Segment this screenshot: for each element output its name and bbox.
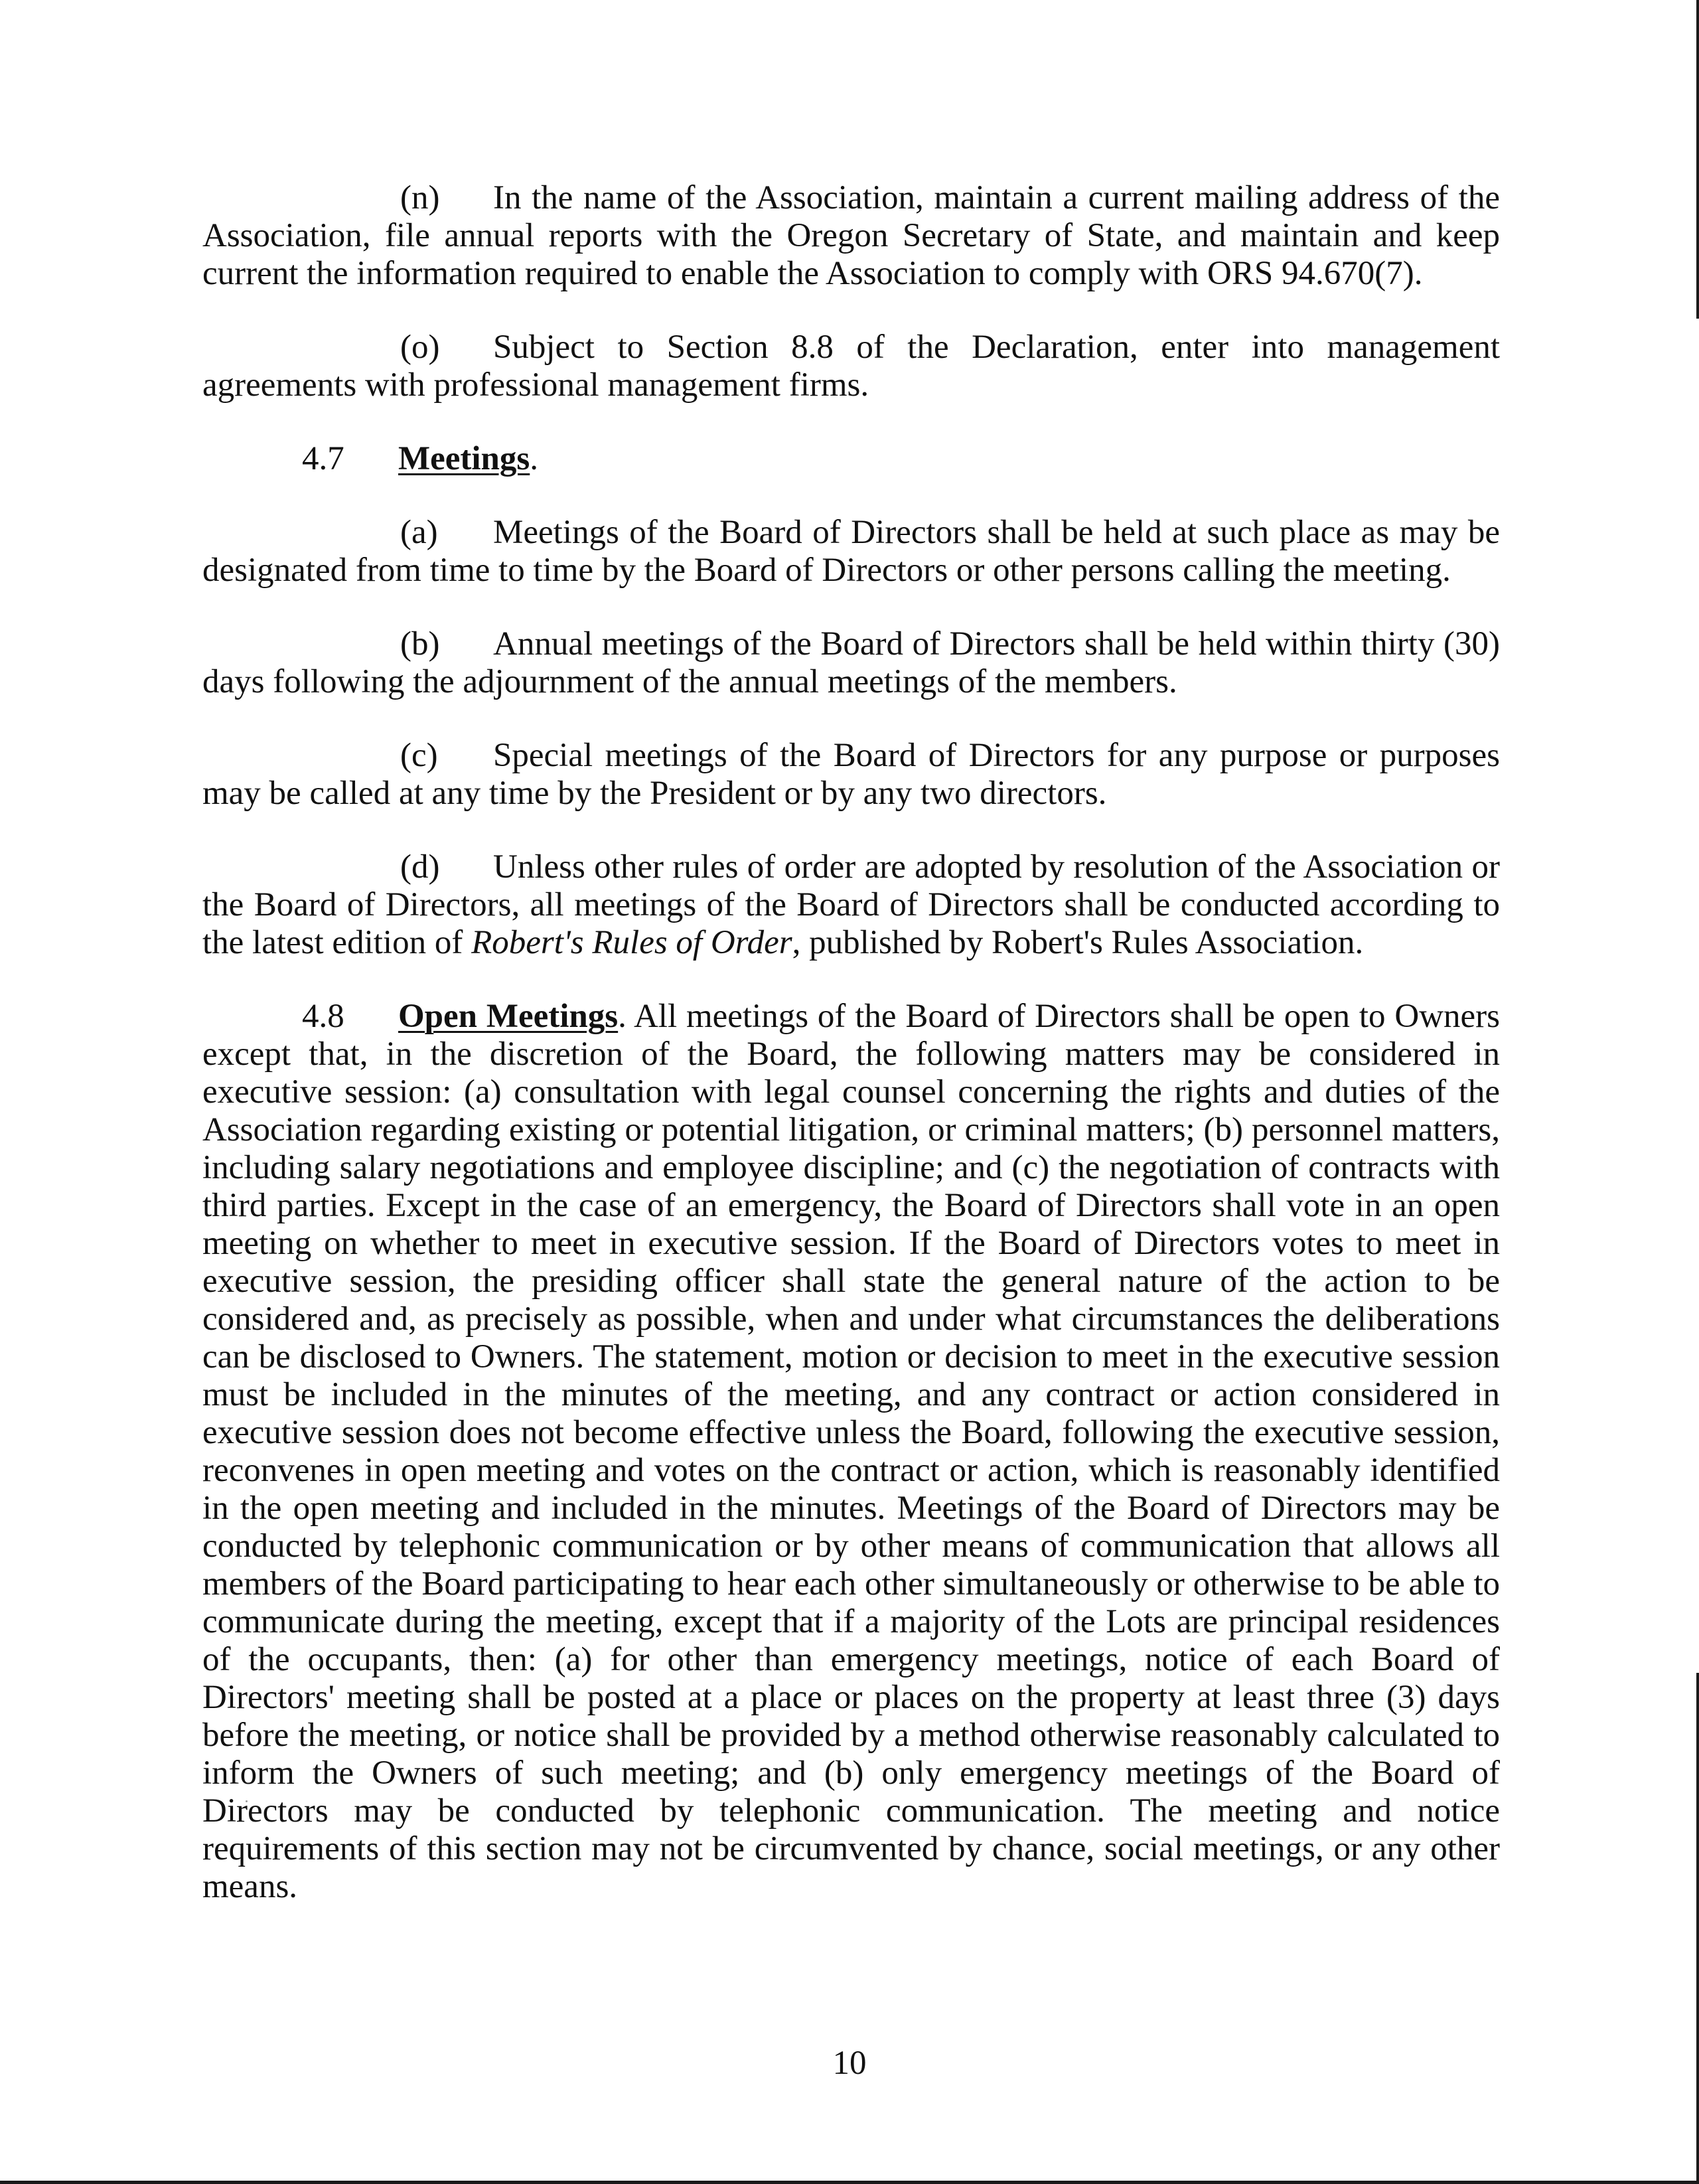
paragraph-label: (o) xyxy=(400,329,440,366)
paragraph-text: In the name of the Association, maintain a current mailing address of the Association, file annual reports with the Oregon Secretary of State, and maintain and keep current the information required to enable the Association to comply with ORS 94.670(7). xyxy=(202,179,1500,292)
paragraph-text: Meetings of the Board of Directors shall be held at such place as may be designated from time to time by the Board of Directors or other persons calling the meeting. xyxy=(202,514,1500,589)
scan-edge-right xyxy=(1696,0,1699,319)
paragraph-label: (a) xyxy=(400,514,438,551)
section-4-8 xyxy=(202,998,1500,1906)
paragraph-label: (c) xyxy=(400,737,438,774)
section-title: Meetings xyxy=(398,440,530,477)
section-number: 4.7 xyxy=(302,440,344,477)
paragraph-text: Subject to Section 8.8 of the Declaration, enter into management agreements with professional management firms. xyxy=(202,329,1500,404)
section-title-suffix: . xyxy=(618,998,627,1035)
section-4-7-heading xyxy=(202,440,1500,478)
document-body xyxy=(202,179,1500,1906)
page-number: 10 xyxy=(832,2045,867,2082)
section-title: Open Meetings xyxy=(398,998,619,1035)
paragraph-o xyxy=(202,329,1500,404)
paragraph-text-end: , published by Robert's Rules Association. xyxy=(792,924,1364,961)
paragraph-text: Annual meetings of the Board of Directors shall be held within thirty (30) days following the adjournment of the annual meetings of the members. xyxy=(202,625,1500,700)
book-title: Robert's Rules of Order xyxy=(471,924,792,961)
paragraph-text: Unless other rules of order are adopted by resolution of the Association or the Board of Directors, all meetings of the Board of Directors shall be conducted according to the latest edition of xyxy=(202,848,1500,961)
section-number: 4.8 xyxy=(302,998,344,1035)
paragraph-label: (b) xyxy=(400,625,440,663)
scan-edge-bottom xyxy=(0,2181,1699,2184)
paragraph-label: (n) xyxy=(400,179,440,216)
paragraph-a xyxy=(202,514,1500,589)
paragraph-b xyxy=(202,625,1500,701)
paragraph-d xyxy=(202,848,1500,962)
section-title-suffix: . xyxy=(530,440,539,477)
paragraph-n xyxy=(202,179,1500,293)
scan-edge-right-lower xyxy=(1696,1673,1699,2184)
paragraph-label: (d) xyxy=(400,848,440,886)
paragraph-c xyxy=(202,737,1500,813)
section-text: All meetings of the Board of Directors shall be open to Owners except that, in the discretion of the Board, the following matters may be considered in executive session: (a) consultation with legal counsel concerning the rights and duties of the Association regarding existing or potential litigation, or criminal matters; (b) personnel matters, including salary negotiations and employee discipline; and (c) the negotiation of contracts with third parties. Except in the case of an emergency, the Board of Directors shall vote in an open meeting on whether to meet in executive session. If the Board of Directors votes to meet in executive session, the presiding officer shall state the general nature of the action to be considered and, as precisely as possible, when and under what circumstances the deliberations can be disclosed to Owners. The statement, motion or decision to meet in the executive session must be included in the minutes of the meeting, and any contract or action considered in executive session does not become effective unless the Board, following the executive session, reconvenes in open meeting and votes on the contract or action, which is reasonably identified in the open meeting and included in the minutes. Meetings of the Board of Directors may be conducted by telephonic communication or by other means of communication that allows all members of the Board participating to hear each other simultaneously or otherwise to be able to communicate during the meeting, except that if a majority of the Lots are principal residences of the occupants, then: (a) for other than emergency meetings, notice of each Board of Directors' meeting shall be posted at a place or places on the property at least three (3) days before the meeting, or notice shall be provided by a method otherwise reasonably calculated to inform the Owners of such meeting; and (b) only emergency meetings of the Board of Directors may be conducted by telephonic communication. The meeting and notice requirements of this section may not be circumvented by chance, social meetings, or any other means. xyxy=(202,998,1501,1905)
paragraph-text: Special meetings of the Board of Directors for any purpose or purposes may be called at any time by the President or by any two directors. xyxy=(202,737,1500,812)
